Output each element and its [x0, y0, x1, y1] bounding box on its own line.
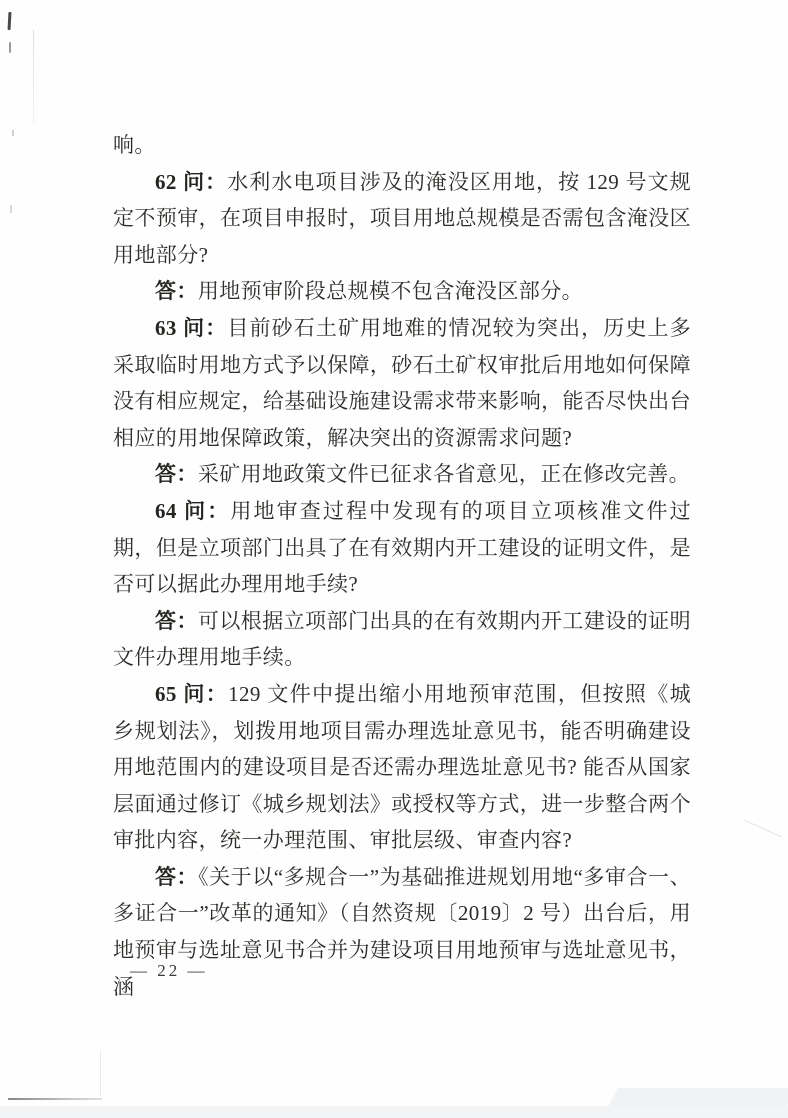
- paragraph-continuation: [113, 127, 691, 164]
- scan-artifact-bottom-strip: [0, 1106, 788, 1118]
- scan-artifact-top-dash-small: [9, 42, 11, 53]
- answer-65: [113, 859, 691, 1005]
- question-62: [113, 164, 691, 274]
- paragraph-text: 用地审查过程中发现有的项目立项核准文件过期，但是立项部门出具了在有效期内开工建设的证明文件，是否可以据此办理用地手续?: [113, 498, 692, 597]
- scan-artifact-left-speck: [12, 130, 14, 136]
- question-64: [113, 493, 691, 603]
- qa-prefix: 63 问：: [155, 315, 228, 340]
- scan-artifact-bottom-line: [8, 1098, 102, 1100]
- scan-artifact-bottom-smudge: [602, 1088, 788, 1118]
- paragraph-text: 《关于以“多规合一”为基础推进规划用地“多审合一、多证合一”改革的通知》（自然资规〔2019〕2 号）出台后，用地预审与选址意见书合并为建设项目用地预审与选址意见书，涵: [113, 864, 691, 999]
- paragraph-text: 用地预审阶段总规模不包含淹没区部分。: [197, 279, 584, 304]
- scan-artifact-top-dash: [8, 12, 12, 30]
- qa-prefix: 65 问：: [155, 681, 229, 706]
- answer-63: [113, 456, 691, 493]
- answer-64: [113, 603, 691, 676]
- paragraph-text: 129 文件中提出缩小用地预审范围，但按照《城乡规划法》，划拨用地项目需办理选址意见书，能否明确建设用地范围内的建设项目是否还需办理选址意见书? 能否从国家层面通过修订《城乡规划法》或授权等方式，进一步整合两个审批内容，统一办理范围、审批层级、审查内容?: [113, 681, 692, 853]
- question-63: [113, 310, 691, 456]
- paragraph-text: 采矿用地政策文件已征求各省意见，正在修改完善。: [197, 462, 691, 487]
- scan-artifact-left-scratch: [33, 30, 34, 125]
- qa-prefix: 答：: [155, 864, 199, 889]
- qa-prefix: 62 问：: [155, 169, 228, 194]
- qa-prefix: 答：: [155, 279, 198, 304]
- page-number: — 22 —: [130, 961, 208, 980]
- scan-artifact-left-speck: [10, 205, 12, 213]
- paragraph-text: 水利水电项目涉及的淹没区用地，按 129 号文规定不预审，在项目申报时，项目用地总规模是否需包含淹没区用地部分?: [113, 169, 691, 267]
- question-65: [113, 676, 691, 859]
- qa-prefix: 64 问：: [155, 498, 231, 523]
- qa-prefix: 答：: [155, 462, 198, 487]
- answer-62: [113, 273, 691, 310]
- document-text: [113, 127, 691, 1005]
- paragraph-text: 响。: [113, 133, 156, 157]
- paragraph-text: 可以根据立项部门出具的在有效期内开工建设的证明文件办理用地手续。: [113, 608, 691, 670]
- paragraph-text: 目前砂石土矿用地难的情况较为突出，历史上多采取临时用地方式予以保障，砂石土矿权审批后用地如何保障没有相应规定，给基础设施建设需求带来影响，能否尽快出台相应的用地保障政策，解决突出的资源需求问题?: [113, 315, 692, 450]
- qa-prefix: 答：: [155, 608, 198, 633]
- scan-artifact-right-scratch: [744, 820, 783, 838]
- scan-artifact-bottom-vertical-line: [100, 1050, 101, 1097]
